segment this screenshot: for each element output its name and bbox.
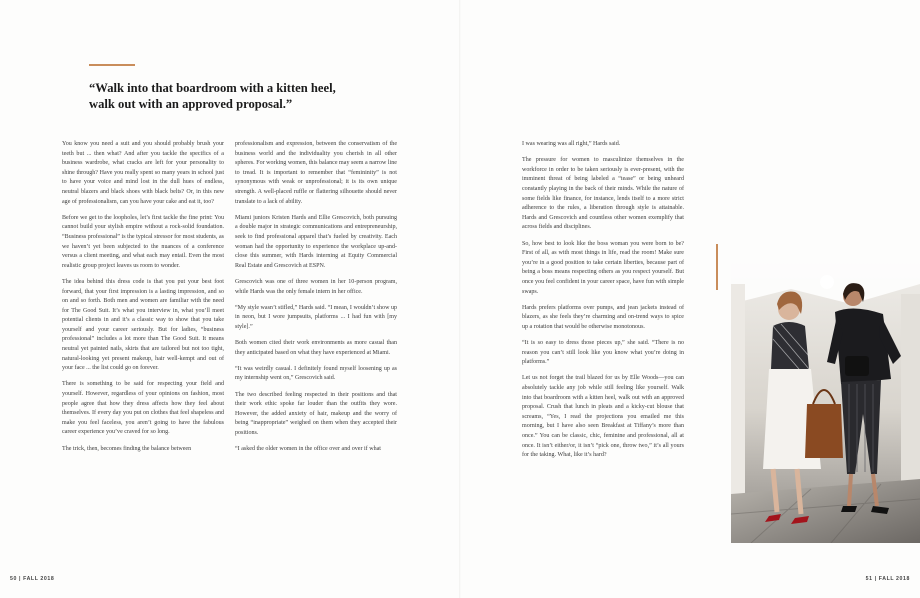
feature-photo	[731, 244, 920, 543]
folio-right: 51 | FALL 2018	[865, 576, 910, 582]
folio-left: 50 | FALL 2018	[10, 576, 55, 582]
paragraph: “It was weirdly casual. I definitely found myself loosening up as my internship went on,” Grescovich said.	[235, 365, 397, 382]
paragraph: The pressure for women to masculinize themselves in the workforce in order to be taken seriously is ever-present, with the imminent threat of being labeled a “tease” or being unheard constantly playing in the back of their minds. While the nature of some fields like finance, for instance, lends itself to a more strict adherence to the rules, a liberation through style is attainable. Hards and Grescovich and countless other women exemplify that across fields and disciplines.	[522, 157, 684, 231]
paragraph: “My style wasn’t stifled,” Hards said. “I mean, I wouldn’t show up in neon, but I wore jumpsuits, platforms ... I had fun with [my style].”	[235, 304, 398, 330]
photo-illustration	[731, 244, 920, 543]
quote-accent-rule	[89, 64, 135, 66]
paragraph: You know you need a suit and you should probably brush your teeth but ... then what? And after you tackle the specifics of a business wardrobe, what cracks are left for your personality to shine through? Have you really spent so many years in school just to have your voice and mind lost in the dull hues of endless, neutral blazers and black shoes with black belts? Or, in this new age of professionalism, can you have your cake and eat it, too?	[62, 141, 224, 205]
page-gutter	[459, 0, 461, 598]
paragraph: Let us not forget the trail blazed for us by Elle Woods—you can absolutely tackle any job while still feeling like yourself. Walk into that boardroom with a kitten heel, walk out with an approved proposal. Crush that lunch in pleats and a kicky-cut blouse that screams, “Yes, I read the projections you emailed me this morning, but I have also seen Breakfast at Tiffany’s more than once.” You can be classic, chic, feminine and professional, all at once. It isn’t either/or, it isn’t “pick one, throw two,” it’s all yours for the taking. What, like it’s hard?	[522, 375, 684, 459]
article-column-1	[62, 140, 224, 461]
paragraph: professionalism and expression, between the conservatism of the business world and the individuality you cherish in all other spheres. For working women, this balance may seem a narrow line to tread. It is important to remember that “femininity” is not synonymous with weak or unprofessional; it is its own unique strength. A well-placed ruffle or flattering silhouette should never translate to a lack of ability.	[235, 141, 397, 205]
paragraph: Grescovich was one of three women in her 10-person program, while Hards was the only female intern in her office.	[235, 278, 397, 295]
pull-quote: “Walk into that boardroom with a kitten heel, walk out with an approved proposal.”	[89, 81, 336, 111]
paragraph: “I asked the older women in the office over and over if what	[235, 446, 381, 453]
photo-accent-rule	[716, 244, 718, 290]
paragraph: Hards prefers platforms over pumps, and jean jackets instead of blazers, as she feels they’re charming and on-trend ways to spice up a rotation that would be otherwise monotonous.	[522, 304, 684, 330]
paragraph: So, how best to look like the boss woman you were born to be? First of all, as with most things in life, read the room! Make sure you’re in a good position to take certain liberties, because part of being a boss means respecting others as you respect yourself. But once you feel confident in your career space, have fun with simple swaps.	[522, 240, 684, 295]
article-column-3	[522, 140, 684, 467]
paragraph: “It is so easy to dress those pieces up,” she said. “There is no reason you can’t still look like you know what you’re doing in platforms.”	[522, 340, 684, 366]
paragraph: Miami juniors Kristen Hards and Ellie Grescovich, both pursuing a double major in strategic communications and entrepreneurship, seek to find professional apparel that’s fueled by creativity. Each woman had the opportunity to experience the workplace up-and-close this summer, with Hards interning at Equity Commercial Real Estate and Grescovich at ESPN.	[235, 214, 397, 269]
paragraph: I was wearing was all right,” Hards said.	[522, 141, 621, 147]
paragraph: The trick, then, becomes finding the balance between	[62, 445, 192, 452]
paragraph: The idea behind this dress code is that you put your best foot forward, that your first impression is a lasting impression, and so on and so forth. Both men and women are familiar with the need for The Good Suit. It’s what you interview in, what you’ll meet potential clients in and it’s a classic way to show that you take yourself and your career seriously. But for ladies, “business professional” includes a lot more than The Good Suit. It means neutral yet painted nails, skirts that are tailored but not too tight, natural-looking yet present makeup, hair well-kempt and out of your face ... the list could go on forever.	[62, 278, 224, 372]
article-column-2	[235, 140, 397, 461]
paragraph: Before we get to the loopholes, let’s first tackle the fine print: You cannot build your stylish empire without a rock-solid foundation. “Business professional” is the typical stressor for most students, as we haven’t yet been subjected to the nuances of a conference versus a client meeting, and what each may entail. Even the most realistic group project leaves us room to wonder.	[62, 214, 224, 269]
paragraph: The two described feeling respected in their positions and that their work ethic spoke far louder than the outfits they wore. However, the added anxiety of hair, makeup and the worry of being “inappropriate” weighed on them when they accepted their positions.	[235, 391, 397, 436]
paragraph: There is something to be said for respecting your field and yourself. However, regardless of your opinions on fashion, most people agree that how they dress affects how they feel about themselves. If every day you put on clothes that feel shapeless and make you feel faceless, you aren’t going to have the fabulous career experience you’ve craved for so long.	[62, 381, 224, 436]
paragraph: Both women cited their work environments as more casual than they anticipated based on what they have experienced at Miami.	[235, 340, 397, 356]
